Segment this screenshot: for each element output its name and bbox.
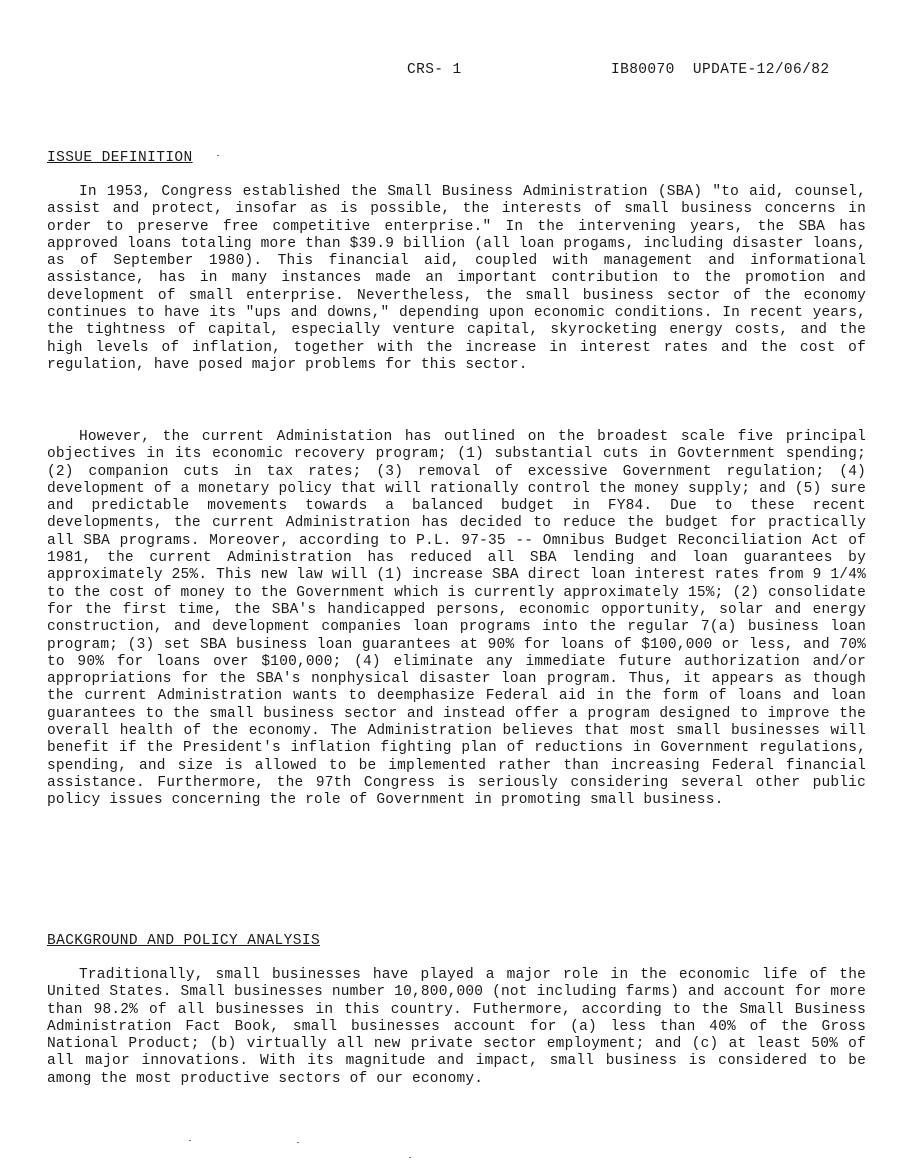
- section-heading-background: BACKGROUND AND POLICY ANALYSIS: [47, 933, 321, 949]
- document-id: IB80070 UPDATE-12/06/82: [611, 62, 830, 78]
- paragraph: In 1953, Congress established the Small Business Administration (SBA) "to aid, counsel, assist and protect, insofar as is possible, the interests of small business concerns in order to preserve free competitive enterprise." In the intervening years, the SBA has approved loans totaling more than $39.9 billion (all loan progams, including disaster loans, as of September 1980). This financial aid, coupled with management and informational assistance, has in many instances made an important contribution to the promotion and development of small enterprise. Nevertheless, the small business sector of the economy continues to have its "ups and downs," depending upon economic conditions. In recent years, the tightness of capital, especially venture capital, skyrocketing energy costs, and the high levels of inflation, together with the increase in interest rates and the cost of regulation, have posed major problems for this sector.: [47, 184, 866, 373]
- page-label: CRS- 1: [407, 62, 462, 78]
- paragraph: Traditionally, small businesses have played a major role in the economic life of the United States. Small businesses number 10,800,000 (not including farms) and account for more than 98.2% of all businesses in this country. Futhermore, according to the Small Business Administration Fact Book, small businesses account for (a) less than 40% of the Gross National Product; (b) virtually all new private sector employment; and (c) at least 50% of all major innovations. With its magnitude and impact, small business is considered to be among the most productive sectors of our economy.: [47, 967, 866, 1087]
- scan-speck: [217, 155, 219, 156]
- paragraph: However, the current Administation has outlined on the broadest scale five principal objectives in its economic recovery program; (1) substantial cuts in Govternment spending; (2) companion cuts in tax rates; (3) removal of excessive Government regulation; (4) development of a monetary policy that will rationally control the money supply; and (5) sure and predictable movements towards a balanced budget in FY84. Due to these recent developments, the current Administration has decided to reduce the budget for practically all SBA programs. Moreover, according to P.L. 97-35 -- Omnibus Budget Reconciliation Act of 1981, the current Administration has reduced all SBA lending and loan guarantees by approximately 25%. This new law will (1) increase SBA direct loan interest rates from 9 1/4% to the cost of money to the Government which is currently approximately 15%; (2) consolidate for the first time, the SBA's handicapped persons, economic opportunity, solar and energy construction, and development companies loan programs into the regular 7(a) business loan program; (3) set SBA business loan guarantees at 90% for loans of $100,000 or less, and 70% to 90% for loans over $100,000; (4) eliminate any immediate future authorization and/or appropriations for the SBA's nonphysical disaster loan program. Thus, it appears as though the current Administration wants to deemphasize Federal aid in the form of loans and loan guarantees to the small business sector and instead offer a program designed to improve the overall health of the economy. The Administration believes that most small businesses will benefit if the President's inflation fighting plan of reductions in Government regulations, spending, and size is allowed to be implemented rather than increasing Federal financial assistance. Furthermore, the 97th Congress is seriously considering several other public policy issues concerning the role of Government in promoting small business.: [47, 429, 866, 809]
- scan-speck: [409, 1157, 411, 1158]
- scan-speck: [297, 1142, 299, 1143]
- scan-speck: [189, 1140, 191, 1141]
- section-heading-issue-definition: ISSUE DEFINITION: [47, 150, 193, 166]
